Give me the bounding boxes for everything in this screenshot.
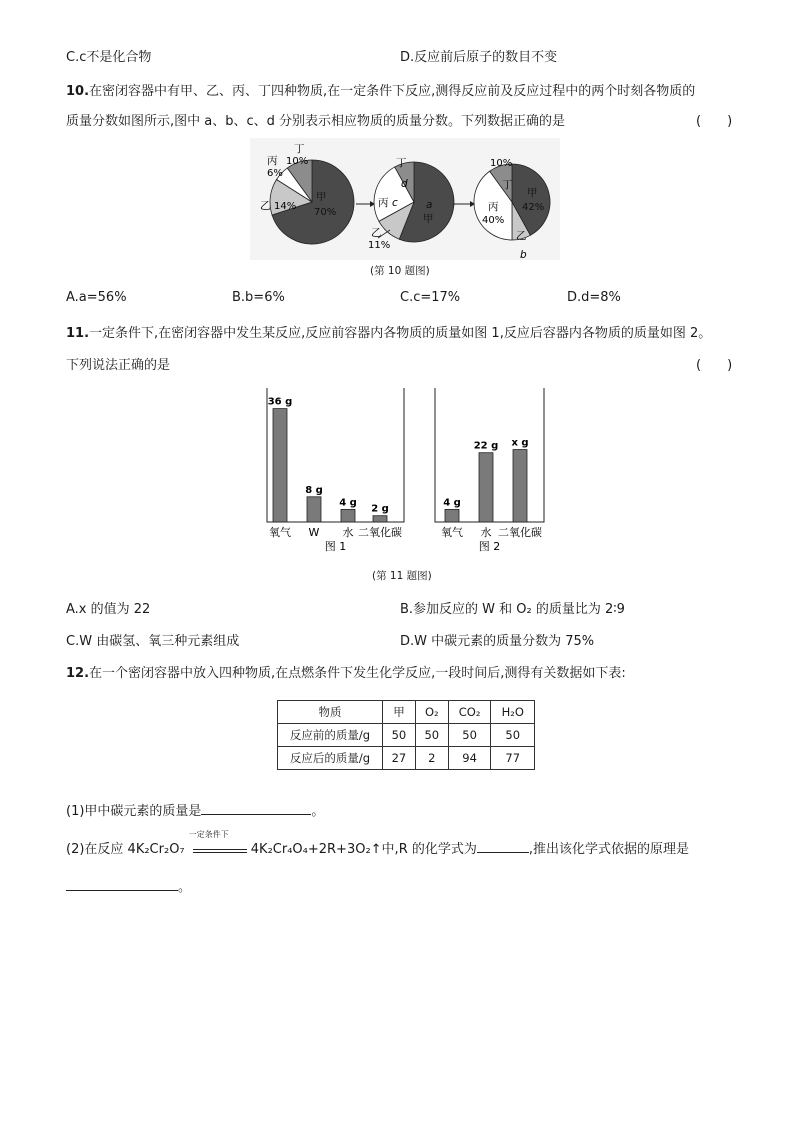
bar-value-label: x g [511,437,529,449]
bar-氧气 [445,509,459,522]
q12-sub2-end: ,推出该化学式依据的原理是 [528,842,690,857]
bar-chart-title: 图 2 [478,540,501,553]
bar-category-label: 二氧化碳 [358,526,402,539]
p1-label-bing-val: 6% [267,168,283,179]
bar-value-label: 36 g [267,396,293,408]
q12-sub1-text: (1)甲中碳元素的质量是 [66,804,202,819]
p3-label-ding-val: 10% [490,158,513,169]
p1-label-jia-val: 70% [314,207,337,218]
q11-bar-charts [255,380,560,560]
table-cell: 50 [415,724,448,747]
q12-sub1-blank[interactable] [201,800,311,815]
q11-option-b: B.参加反应的 W 和 O₂ 的质量比为 2∶9 [400,602,625,617]
bar-category-label: 氧气 [441,526,463,539]
p2-label-jia: 甲 [423,213,434,225]
bar-value-label: 22 g [473,440,499,452]
q12-formula-blank[interactable] [477,838,529,853]
q11-answer-bracket: ( ) [696,358,733,373]
q12-number: 12. [66,666,90,681]
q10-caption: (第 10 题图) [370,265,430,277]
q10-stem-line1 [66,80,695,99]
q11-caption: (第 11 题图) [372,570,432,582]
p3-label-bing-val: 40% [482,215,505,226]
p3-label-jia-val: 42% [522,202,545,213]
q10-number: 10. [66,84,90,99]
table-header-cell: 甲 [383,701,416,724]
bar-chart-fig1 [267,388,404,553]
bar-chart-frame [267,388,404,522]
reaction-condition-arrow [188,830,251,853]
equals-line-bottom [193,852,247,853]
table-cell: 77 [491,747,535,770]
q10-pie-charts [250,138,560,260]
q11-option-a: A.x 的值为 22 [66,602,151,617]
q12-sub2-line2 [66,876,191,895]
table-header-row [278,701,535,724]
q11-option-d: D.W 中碳元素的质量分数为 75% [400,634,595,649]
table-cell: 50 [448,724,491,747]
table-cell: 50 [383,724,416,747]
q10-option-b: B.b=6% [232,290,285,305]
q10-option-d: D.d=8% [567,290,621,305]
p3-label-bing: 丙 [488,201,499,213]
table-header-cell: CO₂ [448,701,491,724]
q11-stem-text1: 一定条件下,在密闭容器中发生某反应,反应前容器内各物质的质量如图 1,反应后容器内各物质的质量如图 2。 [89,326,712,341]
p1-label-bing: 丙 [267,155,278,167]
q12-sub1-end: 。 [311,804,325,819]
q12-data-table [277,700,535,770]
p3-label-yi: 乙 [516,230,527,242]
p1-label-jia: 甲 [316,191,327,203]
q12-stem-text: 在一个密闭容器中放入四种物质,在点燃条件下发生化学反应,一段时间后,测得有关数据如下表: [89,666,626,681]
table-header-cell: 物质 [278,701,383,724]
p1-label-ding-val: 10% [286,156,309,167]
p1-label-yi: 乙 [260,200,271,212]
q12-sub2 [66,830,690,857]
q9-option-c: C.c不是化合物 [66,50,152,65]
bar-category-label: 氧气 [269,526,291,539]
p2-label-yi: 乙 [371,227,382,239]
p3-label-ding: 丁 [502,179,513,191]
table-cell: 反应后的质量/g [278,747,383,770]
bar-value-label: 8 g [305,484,323,496]
table-cell: 27 [383,747,416,770]
bar-category-label: W [308,526,320,539]
table-cell: 94 [448,747,491,770]
bar-二氧化碳 [373,516,387,522]
bar-chart-fig2 [435,388,544,553]
table-row [278,747,535,770]
reaction-condition-label: 一定条件下 [188,830,229,839]
p2-label-d: d [401,178,408,190]
bar-category-label: 二氧化碳 [498,526,542,539]
bar-水 [341,509,355,522]
p1-label-yi-val: 14% [274,201,297,212]
q11-stem-line2: 下列说法正确的是 [66,358,171,373]
equals-line-top [193,849,247,850]
bar-二氧化碳 [513,450,527,522]
bar-W [307,497,321,522]
p3-label-jia: 甲 [527,187,538,199]
bar-value-label: 2 g [371,503,389,515]
bar-水 [479,453,493,522]
table-header-cell: O₂ [415,701,448,724]
q12-sub2-start: (2)在反应 4K₂Cr₂O₇ [66,842,185,857]
q12-sub2-mid: 4K₂Cr₄O₄+2R+3O₂↑中,R 的化学式为 [250,842,477,857]
bar-value-label: 4 g [339,497,357,509]
q11-option-c: C.W 由碳氢、氧三种元素组成 [66,634,240,649]
table-header-cell: H₂O [491,701,535,724]
table-cell: 反应前的质量/g [278,724,383,747]
p2-label-bing: 丙 [378,197,389,209]
q11-stem-line1 [66,322,711,341]
p2-label-yi-val: 11% [368,240,391,251]
bar-category-label: 水 [342,526,354,539]
table-cell: 2 [415,747,448,770]
bar-category-label: 水 [480,526,492,539]
q11-number: 11. [66,326,90,341]
p3-label-b: b [520,249,527,260]
q10-option-c: C.c=17% [400,290,461,305]
q9-option-d: D.反应前后原子的数目不变 [400,50,558,65]
q12-stem [66,662,626,681]
p2-label-ding: 丁 [396,157,407,169]
table-cell: 50 [491,724,535,747]
q12-sub2-tail: 。 [178,880,192,895]
table-row [278,724,535,747]
q12-principle-blank[interactable] [66,876,178,891]
q10-option-a: A.a=56% [66,290,127,305]
q10-stem-line2: 质量分数如图所示,图中 a、b、c、d 分别表示相应物质的质量分数。下列数据正确的是 [66,114,566,129]
bar-氧气 [273,409,287,522]
bar-value-label: 4 g [443,497,461,509]
p2-label-a: a [426,199,433,211]
q10-stem-text1: 在密闭容器中有甲、乙、丙、丁四种物质,在一定条件下反应,测得反应前及反应过程中的两个时刻各物质的 [89,84,696,99]
q10-answer-bracket: ( ) [696,114,733,129]
p2-label-c: c [392,197,398,209]
p1-label-ding: 丁 [294,143,305,155]
bar-chart-title: 图 1 [324,540,347,553]
q12-sub1 [66,800,324,819]
